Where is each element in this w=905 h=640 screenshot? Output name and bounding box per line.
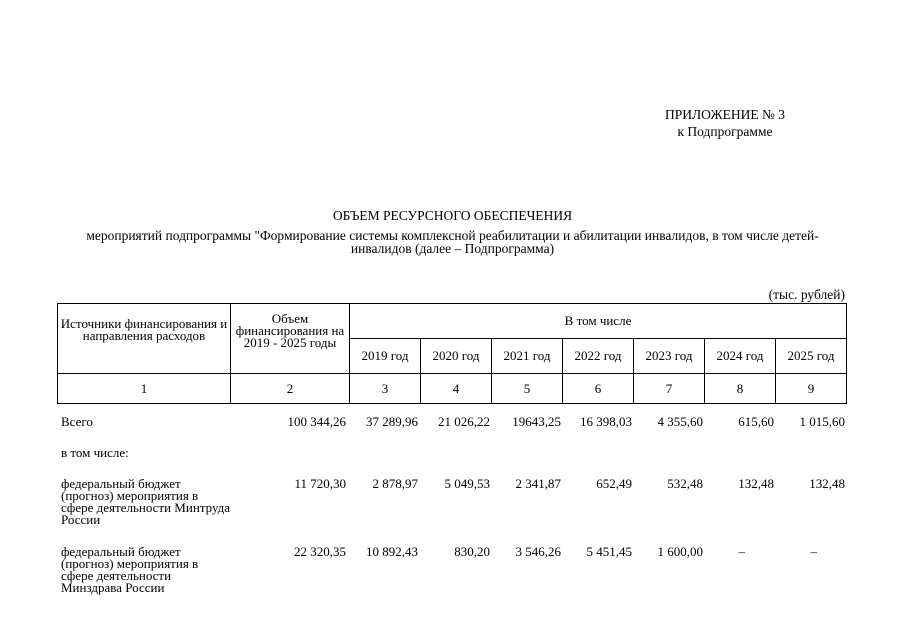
row-value: 100 344,26	[287, 414, 346, 429]
row-value: –	[738, 544, 745, 559]
row-value: 22 320,35	[294, 544, 346, 559]
row-value: 3 546,26	[515, 544, 561, 559]
column-number: 7	[634, 374, 705, 404]
header-volume: Объем финансирования на 2019 - 2025 годы	[231, 304, 350, 374]
document-subtitle: мероприятий подпрограммы "Формирование системы комплексной реабилитации и абилитации инвалидов, в том числе детей-инвалидов (далее – Подпрограмма)	[86, 228, 819, 256]
column-number: 3	[350, 374, 421, 404]
header-year: 2021 год	[492, 339, 563, 374]
row-value: 830,20	[454, 544, 490, 559]
row-value: 10 892,43	[366, 544, 418, 559]
header-year: 2024 год	[705, 339, 776, 374]
row-value: 1 600,00	[657, 544, 703, 559]
units-note: (тыс. рублей)	[768, 287, 845, 302]
row-value: 132,48	[809, 476, 845, 491]
appendix-reference: к Подпрограмме	[677, 124, 773, 139]
column-number: 8	[705, 374, 776, 404]
column-number: 1	[58, 374, 231, 404]
column-numbers-row	[57, 373, 847, 404]
row-value: 5 451,45	[586, 544, 632, 559]
header-year: 2022 год	[563, 339, 634, 374]
row-value: 11 720,30	[294, 476, 346, 491]
column-number: 2	[231, 374, 350, 404]
row-value: 532,48	[667, 476, 703, 491]
appendix-header	[600, 106, 850, 140]
header-year: 2023 год	[634, 339, 705, 374]
column-number: 5	[492, 374, 563, 404]
column-number: 6	[563, 374, 634, 404]
row-value: 652,49	[596, 476, 632, 491]
row-label: в том числе:	[61, 445, 129, 460]
table-header	[57, 303, 847, 374]
row-value: 615,60	[738, 414, 774, 429]
row-label: Всего	[61, 414, 93, 429]
row-value: 37 289,96	[366, 414, 418, 429]
header-source: Источники финансирования и направления расходов	[58, 304, 231, 374]
header-including: В том числе	[350, 304, 847, 339]
row-value: 2 341,87	[515, 476, 561, 491]
row-value: 21 026,22	[438, 414, 490, 429]
document-title: ОБЪЕМ РЕСУРСНОГО ОБЕСПЕЧЕНИЯ	[332, 208, 573, 223]
row-label: федеральный бюджет (прогноз) мероприятия в сфере деятельности Минтруда России	[61, 476, 231, 527]
column-number: 4	[421, 374, 492, 404]
row-value: 16 398,03	[580, 414, 632, 429]
row-value: 4 355,60	[657, 414, 703, 429]
header-year: 2025 год	[776, 339, 847, 374]
row-value: –	[810, 544, 817, 559]
row-label: федеральный бюджет (прогноз) мероприятия в сфере деятельности Минздрава России	[61, 544, 199, 595]
row-value: 2 878,97	[372, 476, 418, 491]
appendix-number: ПРИЛОЖЕНИЕ № 3	[664, 107, 786, 122]
row-value: 5 049,53	[444, 476, 490, 491]
row-value: 19643,25	[512, 414, 561, 429]
row-value: 1 015,60	[799, 414, 845, 429]
header-year: 2019 год	[350, 339, 421, 374]
header-year: 2020 год	[421, 339, 492, 374]
column-number: 9	[776, 374, 847, 404]
row-value: 132,48	[738, 476, 774, 491]
